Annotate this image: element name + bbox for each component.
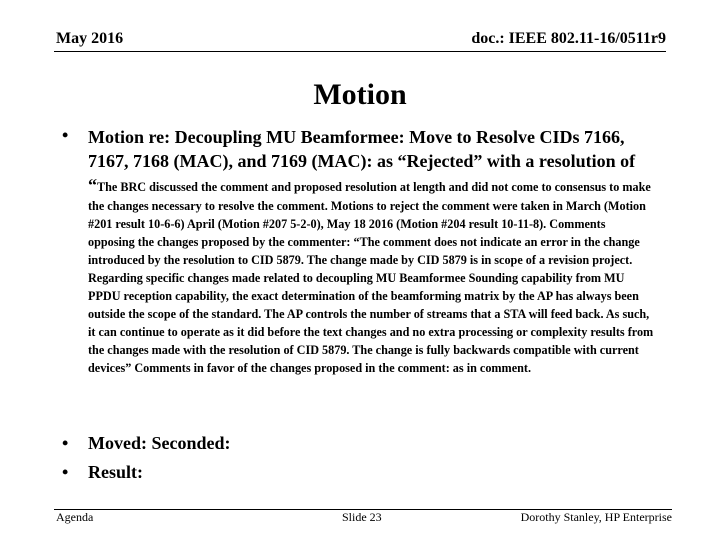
header-doc-id: doc.: IEEE 802.11-16/0511r9 [471, 30, 666, 47]
bullet-marker: • [62, 462, 69, 482]
footer-author: Dorothy Stanley, HP Enterprise [520, 510, 672, 524]
moved-bullet [62, 433, 231, 454]
motion-bullet [62, 125, 654, 377]
header-divider [54, 51, 666, 52]
footer-slide-number: Slide 23 [342, 510, 382, 524]
result-bullet [62, 462, 143, 483]
bullet-marker: • [62, 125, 69, 145]
header-date: May 2016 [56, 30, 124, 47]
result-text: Result: [88, 462, 143, 482]
moved-seconded-text: Moved: Seconded: [88, 433, 231, 453]
motion-lead-text: Motion re: Decoupling MU Beamformee: Move to Resolve CIDs 7166, 7167, 7168 (MAC), and 7169 (MAC): as “Rejected” with a resolution of “ [88, 127, 636, 195]
bullet-marker: • [62, 433, 69, 453]
motion-text [88, 125, 654, 377]
slide-title: Motion [313, 78, 407, 111]
motion-detail-text: The BRC discussed the comment and proposed resolution at length and did not come to consensus to make the changes necessary to resolve the comment. Motions to reject the comment were taken in March (Motion #201 result 10-6-6) April (Motion #207 5-2-0), May 18 2016 (Motion #204 result 10-11-8). Comments opposing the changes proposed by the commenter: “The comment does not indicate an error in the change introduced by the resolution to CID 5879. The change made by CID 5879 is in scope of a revision project. Regarding specific changes made related to decoupling MU Beamformee Sounding capability from MU PPDU reception capability, the exact determination of the beamforming matrix by the AP has always been outside the scope of the standard. The AP controls the number of streams that a STA will feed back. As such, it can continue to operate as it did before the text changes and no extra processing or complexity results from the changes made with the resolution of CID 5879. The change is fully backwards compatible with current devices” Comments in favor of the changes proposed in the comment: as in comment. [88, 180, 654, 375]
footer-left: Agenda [56, 510, 94, 524]
